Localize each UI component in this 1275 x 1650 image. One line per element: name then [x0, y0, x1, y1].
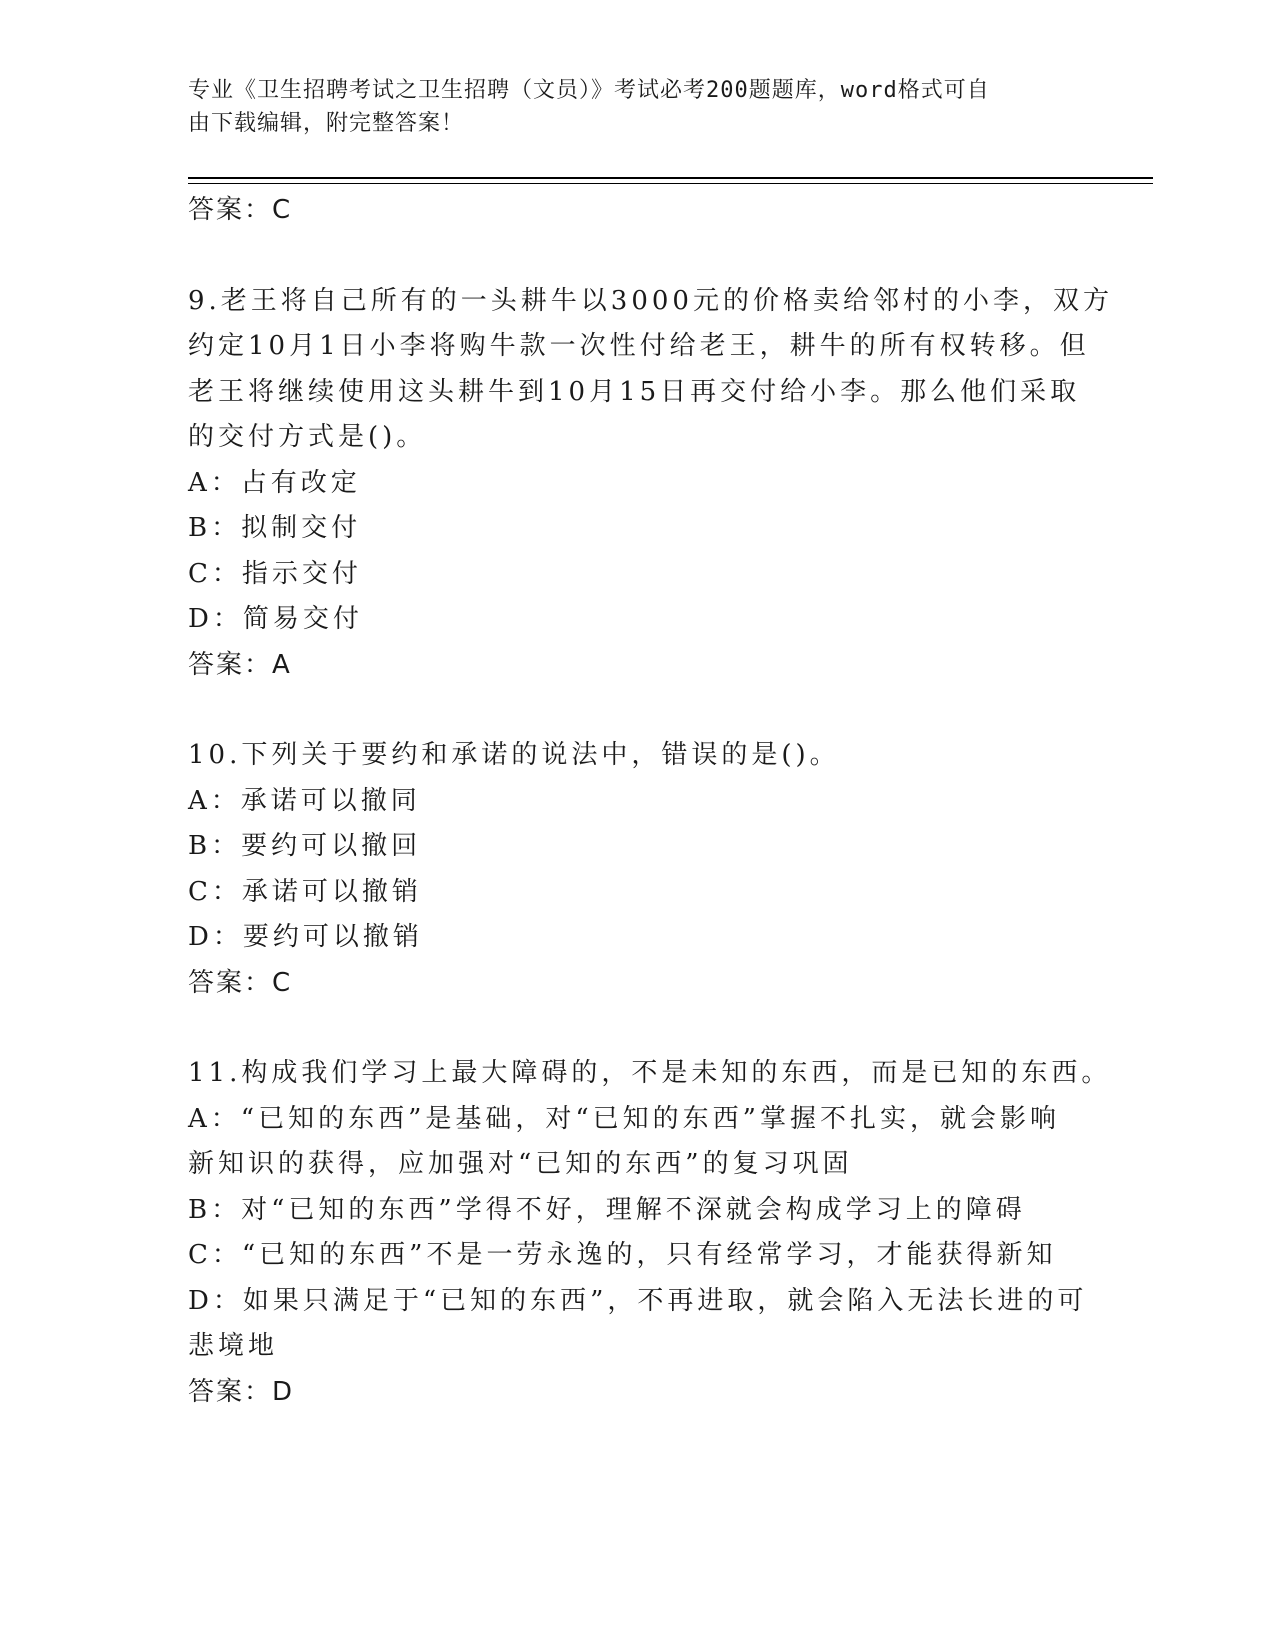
question-content	[188, 188, 1113, 1415]
option-c: C：承诺可以撤销	[188, 876, 422, 907]
header-line-2: 由下载编辑，附完整答案！	[188, 111, 465, 136]
option-a: A：占有改定	[188, 467, 361, 498]
question-9	[188, 279, 1113, 689]
header-divider-thin	[188, 183, 1153, 184]
option-a: A：承诺可以撤同	[188, 785, 421, 816]
question-stem-line: 约定10月1日小李将购牛款一次性付给老王，耕牛的所有权转移。但	[188, 331, 1090, 361]
header-divider-thick	[188, 177, 1153, 179]
option-a: A：“已知的东西”是基础，对“已知的东西”掌握不扎实，就会影响	[188, 1103, 1060, 1134]
question-stem-line: 11.构成我们学习上最大障碍的，不是未知的东西，而是已知的东西。	[188, 1058, 1112, 1088]
question-11	[188, 1051, 1112, 1415]
document-header	[188, 74, 1068, 140]
option-c: C：“已知的东西”不是一劳永逸的，只有经常学习，才能获得新知	[188, 1240, 1057, 1270]
previous-answer: 答案：C	[188, 195, 293, 225]
option-c: C：指示交付	[188, 558, 362, 589]
question-stem-line: 9.老王将自己所有的一头耕牛以3000元的价格卖给邻村的小李，双方	[188, 285, 1113, 316]
answer-line: 答案：D	[188, 1376, 295, 1407]
option-b: B：对“已知的东西”学得不好，理解不深就会构成学习上的障碍	[188, 1194, 1026, 1225]
header-line-1: 专业《卫生招聘考试之卫生招聘（文员）》考试必考200题题库，word格式可自	[188, 78, 990, 103]
option-d-continued: 悲境地	[188, 1331, 279, 1361]
answer-line: 答案：A	[188, 649, 292, 680]
option-a-continued: 新知识的获得，应加强对“已知的东西”的复习巩固	[188, 1149, 853, 1179]
option-d: D：要约可以撤销	[188, 922, 423, 952]
question-10	[188, 733, 1088, 1006]
option-b: B：拟制交付	[188, 513, 362, 543]
option-b: B：要约可以撤回	[188, 831, 422, 861]
question-stem-line: 的交付方式是()。	[188, 422, 427, 452]
question-stem-line: 10.下列关于要约和承诺的说法中，错误的是()。	[188, 740, 840, 770]
question-stem-line: 老王将继续使用这头耕牛到10月15日再交付给小李。那么他们采取	[188, 376, 1081, 407]
option-d: D：如果只满足于“已知的东西”，不再进取，就会陷入无法长进的可	[188, 1285, 1088, 1316]
option-d: D：简易交付	[188, 604, 363, 634]
answer-line: 答案：C	[188, 967, 293, 998]
